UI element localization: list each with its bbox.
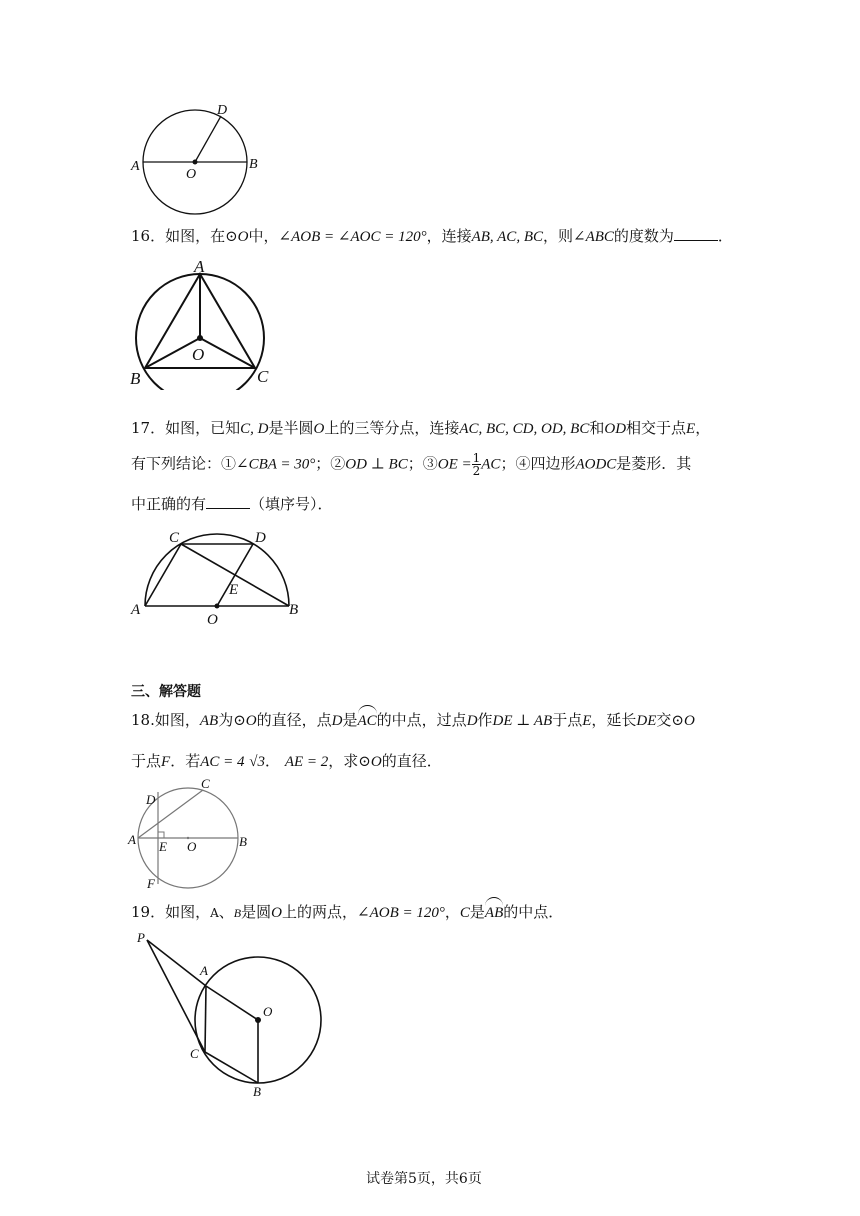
q19-seg-pa xyxy=(147,940,206,986)
q19-label-p: P xyxy=(137,930,145,945)
q16-figure xyxy=(125,256,285,390)
q17-segments: AC, BC, CD, OD, BC xyxy=(459,421,590,437)
q18-label-d: D xyxy=(146,792,156,807)
q17-fraction xyxy=(472,452,482,477)
q17-text: 是半圆 xyxy=(268,419,314,437)
q17-text: 中正确的有 xyxy=(131,495,207,513)
q17-sep: ；④四边形 xyxy=(500,454,576,473)
q17-claim-3: OE = xyxy=(437,456,472,473)
q16-text-d: ，则 xyxy=(542,227,573,245)
q18-right-angle-mark xyxy=(158,832,164,838)
q18-text: 作 xyxy=(477,711,493,729)
q18-ae-eq: AE = 2 xyxy=(284,754,329,770)
q18-number: 18. xyxy=(131,711,155,729)
q19-a: A xyxy=(210,906,219,920)
q18-label-b: B xyxy=(239,834,247,849)
q16-angle: ∠ABC xyxy=(573,229,614,245)
q17-label-e: E xyxy=(229,582,239,598)
q18-label-c: C xyxy=(201,776,210,791)
q18-ab: AB xyxy=(199,713,219,729)
q18-e: E xyxy=(582,713,592,729)
q18-text: 交⊙ xyxy=(656,711,684,729)
q18-text: ．若 xyxy=(170,752,201,770)
q18-d: D xyxy=(331,713,343,729)
q18-o: O xyxy=(245,713,257,729)
q17-o: O xyxy=(313,421,325,437)
q17-sep: ；③ xyxy=(407,454,438,473)
q17-line2 xyxy=(131,452,691,477)
q15-label-a: A xyxy=(131,159,140,174)
q18-figure xyxy=(125,776,265,892)
q15-center-dot xyxy=(193,160,198,165)
q16-answer-blank[interactable] xyxy=(674,226,718,241)
q17-claim-4: AODC xyxy=(575,456,617,473)
q19-o: O xyxy=(271,905,282,921)
q17-label-b: B xyxy=(289,602,299,618)
q19-b: B xyxy=(233,906,242,920)
q16-circle-o: O xyxy=(237,229,249,245)
q16-number: 16． xyxy=(131,227,166,245)
q19-text: 是圆 xyxy=(241,903,272,921)
q15-label-o: O xyxy=(186,167,197,182)
q18-ac-eq: AC = 4 xyxy=(200,754,245,770)
q18-label-a: A xyxy=(128,832,136,847)
q18-f: F xyxy=(161,754,171,770)
q17-text: 上的三等分点，连接 xyxy=(324,419,460,437)
q18-text: 的直径，点 xyxy=(256,711,332,729)
q15-label-b: B xyxy=(249,157,258,172)
q19-question xyxy=(131,902,563,923)
q18-label-f: F xyxy=(147,876,155,891)
q19-center-dot xyxy=(255,1017,261,1023)
q16-segments: AB, AC, BC xyxy=(471,229,543,245)
q17-frac-den: 2 xyxy=(472,464,481,478)
q18-o: O xyxy=(683,713,695,729)
q16-label-b: B xyxy=(130,369,141,388)
q19-arc-ab: AB xyxy=(484,905,504,921)
q18-arc-ac: AC xyxy=(357,713,377,729)
q17-od: OD xyxy=(604,421,627,437)
q19-c: C xyxy=(459,905,470,921)
q17-claim-3-ac: AC xyxy=(481,456,501,473)
q16-text-c: ，连接 xyxy=(426,227,472,245)
q17-line3 xyxy=(131,494,333,514)
q19-text: 是 xyxy=(469,903,485,921)
q16-text-f: ． xyxy=(717,227,733,245)
page-footer: 试卷第5页，共6页 xyxy=(366,1171,482,1187)
q19-seg-pc xyxy=(147,940,205,1052)
q18-line2 xyxy=(131,751,442,772)
q17-claim-1: ∠CBA = 30° xyxy=(236,456,316,473)
q15-figure xyxy=(125,100,275,222)
q18-text: ． xyxy=(265,752,281,770)
q18-text: 如图， xyxy=(154,711,200,729)
q18-text: ，延长 xyxy=(591,711,637,729)
q16-text-e: 的度数为 xyxy=(613,227,674,245)
q18-text: 为⊙ xyxy=(218,711,246,729)
q19-seg-ao xyxy=(206,986,258,1020)
q16-label-c: C xyxy=(257,367,269,386)
q17-e: E xyxy=(686,421,696,437)
q18-line1 xyxy=(131,710,695,731)
q17-answer-blank[interactable] xyxy=(206,494,250,509)
q16-question xyxy=(131,226,733,247)
q18-text: 是 xyxy=(342,711,358,729)
q18-text: 于点 xyxy=(552,711,583,729)
q19-seg-cb xyxy=(205,1052,258,1083)
q18-label-e: E xyxy=(159,839,167,854)
q17-sep: ；② xyxy=(315,454,346,473)
q17-claim-2: OD ⊥ BC xyxy=(345,456,408,473)
q18-text: 的直径． xyxy=(381,752,442,770)
q17-text: 是菱形．其 xyxy=(616,454,692,473)
q17-text: ， xyxy=(695,419,711,437)
q17-center-dot xyxy=(215,604,220,609)
q15-label-d: D xyxy=(217,103,228,118)
q18-label-o: O xyxy=(187,839,197,854)
q16-text-b: 中， xyxy=(248,227,279,245)
q19-text: 的中点． xyxy=(503,903,564,921)
q19-seg-ac xyxy=(205,986,206,1052)
q19-label-c: C xyxy=(190,1046,199,1061)
q17-frac-num: 1 xyxy=(472,451,481,465)
q19-text: 上的两点， xyxy=(282,903,358,921)
q17-seg-ac xyxy=(145,544,181,606)
q16-center-dot xyxy=(197,335,203,341)
q19-angle: ∠AOB = 120° xyxy=(357,905,445,921)
q18-sqrt: √3 xyxy=(249,754,266,770)
q19-label-o: O xyxy=(263,1004,273,1019)
q17-points-cd: C, D xyxy=(240,421,269,437)
q18-text: 的中点，过点 xyxy=(376,711,467,729)
q19-text: 、 xyxy=(218,903,234,921)
q17-label-o: O xyxy=(207,612,218,628)
q18-text: ，求⊙ xyxy=(328,752,371,770)
q18-d: D xyxy=(466,713,478,729)
q17-text: （填序号）． xyxy=(250,495,333,513)
q19-label-a: A xyxy=(200,963,208,978)
q18-de-perp: DE ⊥ AB xyxy=(492,713,553,729)
q17-line1 xyxy=(131,418,710,439)
q18-de: DE xyxy=(636,713,657,729)
q17-text: 和 xyxy=(589,419,605,437)
q17-number: 17． xyxy=(131,419,166,437)
q17-label-d: D xyxy=(255,530,266,546)
q19-figure xyxy=(125,930,335,1100)
q19-label-b: B xyxy=(253,1084,261,1099)
q16-label-a: A xyxy=(194,257,205,276)
q17-text: 有下列结论：① xyxy=(131,454,237,473)
q17-label-a: A xyxy=(131,602,141,618)
q15-radius-od xyxy=(195,116,221,162)
q19-text: ， xyxy=(444,903,460,921)
q16-label-o: O xyxy=(192,345,205,364)
q19-number: 19． xyxy=(131,903,166,921)
q16-text-a: 如图，在⊙ xyxy=(165,227,238,245)
q18-text: 于点 xyxy=(131,752,162,770)
q17-figure xyxy=(125,524,315,630)
section-title: 三、解答题 xyxy=(131,684,201,700)
q18-o: O xyxy=(370,754,382,770)
q19-text: 如图， xyxy=(165,903,211,921)
q17-text: 相交于点 xyxy=(626,419,687,437)
q17-label-c: C xyxy=(169,530,180,546)
q16-expr: ∠AOB = ∠AOC = 120° xyxy=(278,229,427,245)
q17-text: 如图，已知 xyxy=(165,419,241,437)
